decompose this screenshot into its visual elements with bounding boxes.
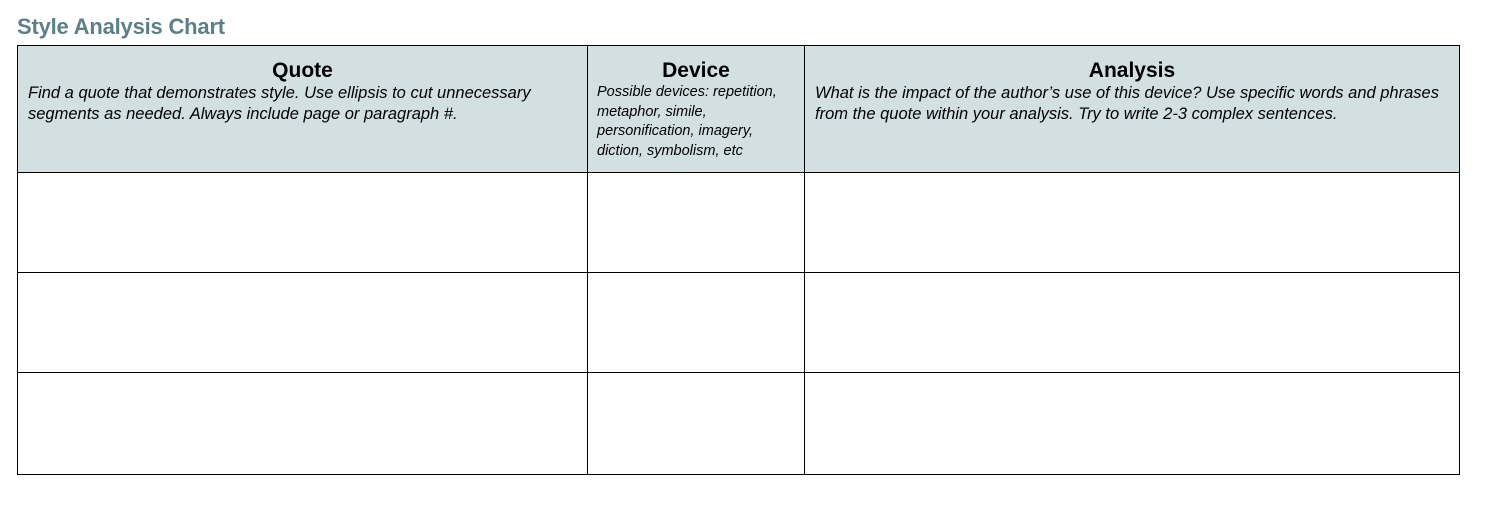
quote-cell[interactable] bbox=[18, 173, 588, 273]
analysis-cell[interactable] bbox=[805, 373, 1460, 475]
table-row bbox=[18, 373, 1460, 475]
analysis-cell[interactable] bbox=[805, 173, 1460, 273]
device-cell[interactable] bbox=[588, 273, 805, 373]
device-column-header bbox=[588, 46, 805, 173]
quote-column-header bbox=[18, 46, 588, 173]
column-heading-device: Device bbox=[662, 59, 730, 82]
column-instructions-device: Possible devices: repetition, metaphor, simile, personification, imagery, diction, symbolism, etc bbox=[597, 84, 777, 159]
header-row bbox=[18, 46, 1460, 173]
table-row bbox=[18, 173, 1460, 273]
quote-cell[interactable] bbox=[18, 273, 588, 373]
device-cell[interactable] bbox=[588, 173, 805, 273]
analysis-column-header bbox=[805, 46, 1460, 173]
column-heading-quote: Quote bbox=[272, 59, 333, 82]
column-instructions-quote: Find a quote that demonstrates style. Use ellipsis to cut unnecessary segments as needed. Always include page or paragraph #. bbox=[28, 84, 531, 123]
style-analysis-table bbox=[17, 45, 1460, 475]
column-instructions-analysis: What is the impact of the author’s use of this device? Use specific words and phrases from the quote within your analysis. Try to write 2-3 complex sentences. bbox=[815, 84, 1439, 123]
analysis-cell[interactable] bbox=[805, 273, 1460, 373]
page-title: Style Analysis Chart bbox=[17, 14, 225, 39]
device-cell[interactable] bbox=[588, 373, 805, 475]
quote-cell[interactable] bbox=[18, 373, 588, 475]
column-heading-analysis: Analysis bbox=[1088, 59, 1176, 82]
table-row bbox=[18, 273, 1460, 373]
